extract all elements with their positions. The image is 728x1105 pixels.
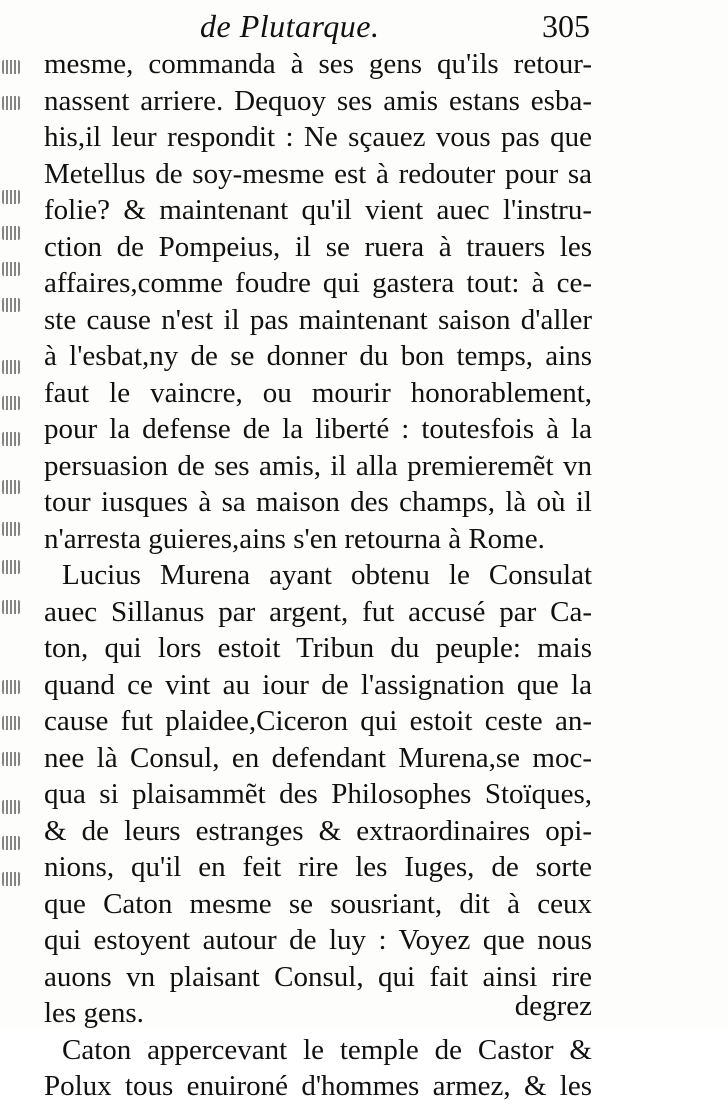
text-line: & de leurs estranges & extraordinaires opi- — [44, 814, 592, 847]
bleed-through-mark — [2, 836, 20, 850]
text-line: affaires,comme foudre qui gastera tout: à ce- — [44, 267, 592, 299]
text-line: Caton appercevant le temple de Castor & — [62, 1033, 592, 1066]
bleed-through-mark — [2, 480, 20, 494]
facing-page-margin — [0, 40, 26, 1000]
text-line: qua si plaisammẽt des Philosophes Stoïques, — [44, 778, 592, 810]
text-line: mesme, commanda à ses gens qu'ils retour- — [44, 48, 592, 80]
bleed-through-mark — [2, 600, 20, 614]
text-line: à l'esbat,ny de se donner du bon temps, ains — [44, 340, 592, 372]
text-line: ste cause n'est il pas maintenant saison d'aller — [44, 303, 592, 336]
text-line: auec Sillanus par argent, fut accusé par Ca- — [44, 595, 592, 628]
text-line: faut le vaincre, ou mourir honorablement, — [44, 376, 592, 409]
text-line: Polux tous enuironé d'hommes armez, & les — [44, 1070, 592, 1102]
text-line: his,il leur respondit : Ne sçauez vous pas que — [44, 121, 592, 153]
bleed-through-mark — [2, 432, 20, 446]
text-line: Metellus de soy-mesme est à redouter pour sa — [44, 157, 592, 190]
bleed-through-mark — [2, 716, 20, 730]
bleed-through-mark — [2, 226, 20, 240]
text-line: cause fut plaidee,Ciceron qui estoit ceste an- — [44, 705, 592, 737]
bleed-through-mark — [2, 60, 20, 74]
running-header — [200, 8, 590, 48]
bleed-through-mark — [2, 680, 20, 694]
text-line: quand ce vint au iour de l'assignation que la — [44, 668, 592, 701]
text-line: les gens. — [44, 997, 144, 1029]
bleed-through-mark — [2, 560, 20, 574]
bleed-through-mark — [2, 190, 20, 204]
text-line: que Caton mesme se sousriant, dit à ceux — [44, 887, 592, 920]
text-line: nions, qu'il en feit rire les Iuges, de sorte — [44, 851, 592, 883]
bleed-through-mark — [2, 752, 20, 766]
text-line: nee là Consul, en defendant Murena,se moc- — [44, 741, 592, 774]
text-line: qui estoyent autour de luy : Voyez que nous — [44, 924, 592, 956]
bleed-through-mark — [2, 96, 20, 110]
text-line: pour la defense de la liberté : toutesfois à la — [44, 413, 592, 445]
bleed-through-mark — [2, 262, 20, 276]
text-line: nassent arriere. Dequoy ses amis estans esba- — [44, 84, 592, 117]
text-line: Lucius Murena ayant obtenu le Consulat — [62, 559, 592, 591]
page-number: 305 — [542, 8, 590, 44]
text-line: auons vn plaisant Consul, qui fait ainsi rire — [44, 960, 592, 993]
running-title: de Plutarque. — [200, 8, 380, 44]
bleed-through-mark — [2, 522, 20, 536]
body-text — [44, 46, 592, 1105]
bleed-through-mark — [2, 800, 20, 814]
bleed-through-mark — [2, 872, 20, 886]
text-line: folie? & maintenant qu'il vient auec l'instru- — [44, 194, 592, 226]
text-line: n'arresta guieres,ains s'en retourna à Rome. — [44, 522, 545, 555]
text-line: ction de Pompeius, il se ruera à trauers les — [44, 230, 592, 263]
text-line: ton, qui lors estoit Tribun du peuple: mais — [44, 632, 592, 664]
bleed-through-mark — [2, 298, 20, 312]
bleed-through-mark — [2, 396, 20, 410]
text-line: tour iusques à sa maison des champs, là où il — [44, 486, 592, 518]
text-line: persuasion de ses amis, il alla premieremẽt vn — [44, 449, 592, 482]
catchword: degrez — [514, 990, 592, 1022]
bleed-through-mark — [2, 360, 20, 374]
